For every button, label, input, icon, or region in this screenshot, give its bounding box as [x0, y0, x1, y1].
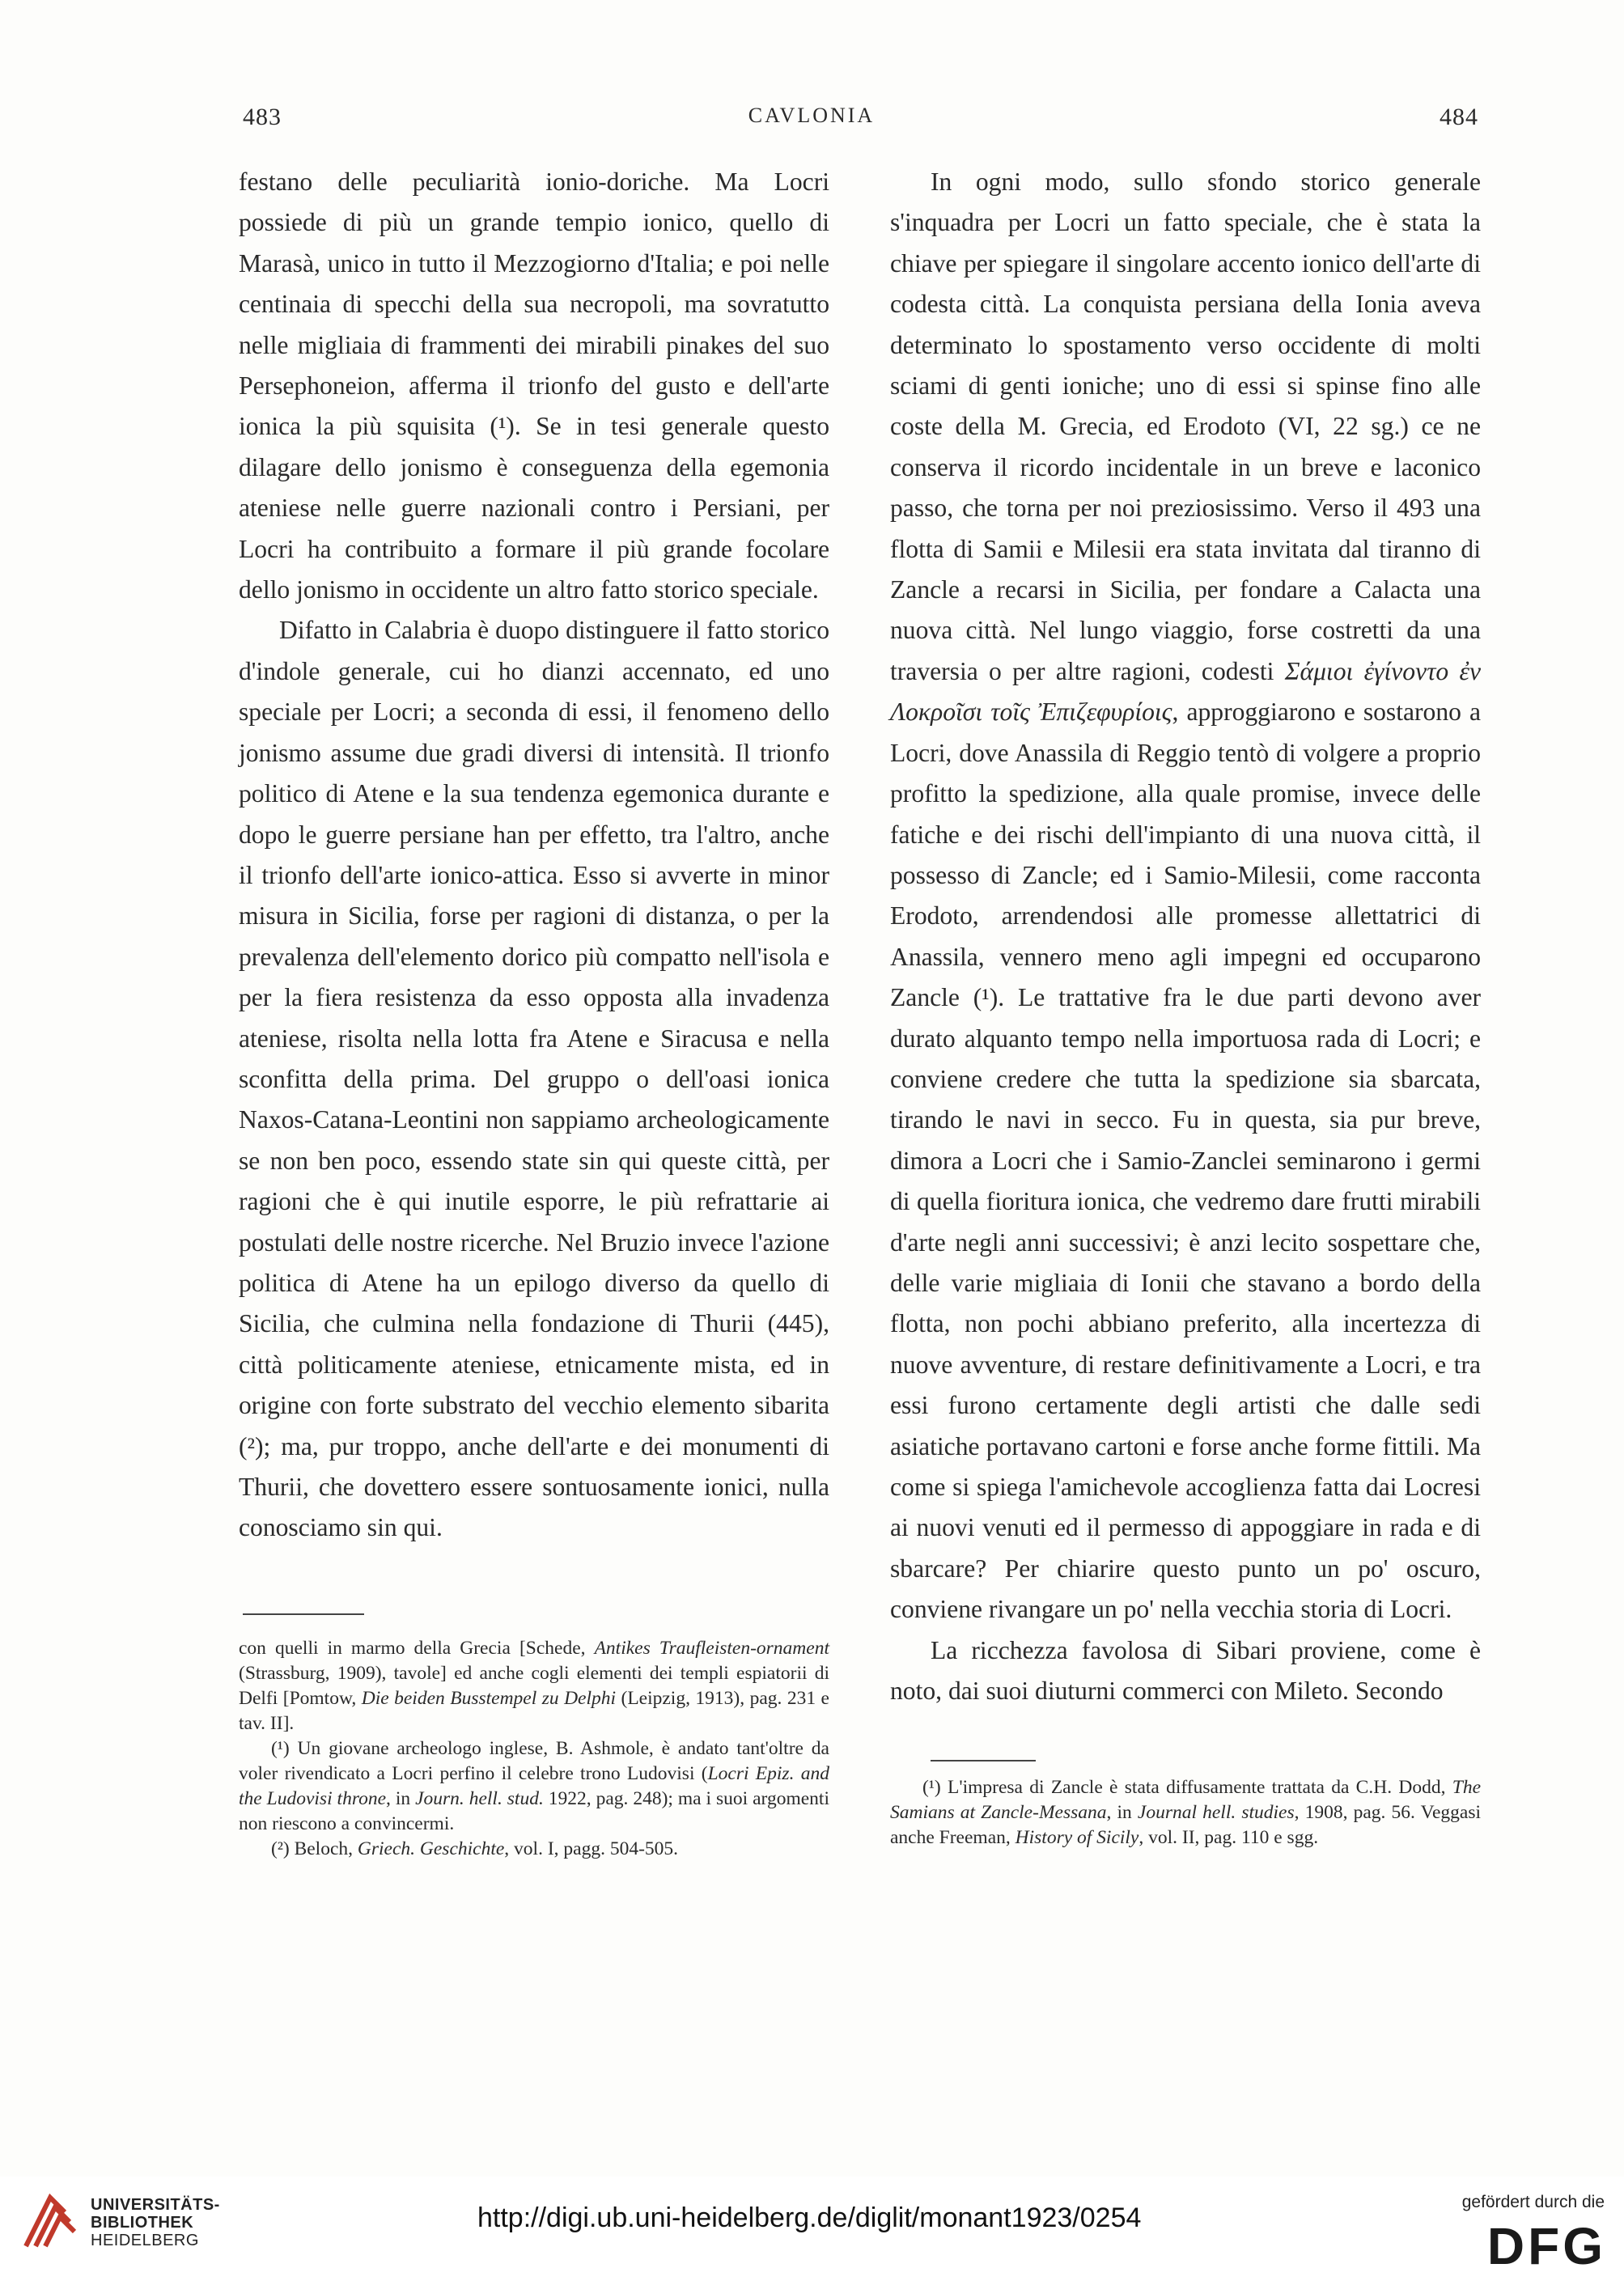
- footnote-1-right: (¹) L'impresa di Zancle è stata diffusamente trattata da C.H. Dodd, The Samians at Zancle-Messana, in Journal hell. studies, 1908, pag. 56. Veggasi anche Freeman, History of Sicily, vol. II, pag. 110 e sgg.: [890, 1777, 1481, 1848]
- left-footnote-separator: [243, 1613, 364, 1615]
- left-paragraph-1: festano delle peculiarità ionio-doriche. Ma Locri possiede di più un grande tempio ionico, quello di Marasà, unico in tutto il Mezzogiorno d'Italia; e poi nelle centinaia di specchi della sua necropoli, ma sovratutto nelle migliaia di frammenti dei mirabili pinakes del suo Persephoneion, afferma il trionfo del gusto e dell'arte ionica la più squisita (¹). Se in tesi generale questo dilagare dello jonismo è conseguenza della egemonia ateniese nelle guerre nazionali contro i Persiani, per Locri ha contribuito a formare il più grande focolare dello jonismo in occidente un altro fatto storico speciale.: [239, 167, 829, 604]
- footnote-1-left: (¹) Un giovane archeologo inglese, B. Ashmole, è andato tant'oltre da voler rivendicato a Locri perfino il celebre trono Ludovisi (Locri Epiz. and the Ludovisi throne, in Journ. hell. stud. 1922, pag. 248); ma i suoi argomenti non riescono a convincermi.: [239, 1738, 829, 1834]
- right-paragraph-1: In ogni modo, sullo sfondo storico generale s'inquadra per Locri un fatto speciale, che è stata la chiave per spiegare il singolare accento ionico dell'arte di codesta città. La conquista persiana della Ionia aveva determinato lo spostamento verso occidente di molti sciami di genti ioniche; uno di essi si spinse fino alle coste della M. Grecia, ed Erodoto (VI, 22 sg.) ce ne conserva il ricordo incidentale in un breve e laconico passo, che torna per noi preziosissimo. Verso il 493 una flotta di Samii e Milesii era stata invitata dal tiranno di Zancle a recarsi in Sicilia, per fondare a Calacta una nuova città. Nel lungo viaggio, forse costretti da una traversia o per altre ragioni, codesti Σάμιοι ἐγίνοντο ἐν Λοκροῖσι τοῖς Ἐπιζεφυρίοις, approggiarono e sostarono a Locri, dove Anassila di Reggio tentò di volgere a proprio profitto la spedizione, alla quale promise, invece delle fatiche e dei rischi dell'impianto di una nuova città, il possesso di Zancle; ed i Samio-Milesii, come racconta Erodoto, arrendendosi alle promesse allettatrici di Anassila, vennero meno agli impegni ed occuparono Zancle (¹). Le trattative fra le due parti devono aver durato alquanto tempo nella importuosa rada di Locri; e conviene credere che tutta la spedizione sia sbarcata, tirando le navi in secco. Fu in questa, sia pur breve, dimora a Locri che i Samio-Zanclei seminarono i germi di quella fioritura ionica, che vedremo dare frutti mirabili d'arte negli anni successivi; è anzi lecito sospettare che, delle varie migliaia di Ionii che stavano a bordo della flotta, non pochi abbiano preferito, alla incertezza di nuove avventure, di restare definitivamente a Locri, e tra essi furono certamente degli artisti che dalle sedi asiatiche portavano cartoni e forse anche forme fittili. Ma come si spiega l'amichevole accoglienza fatta dai Locresi ai nuovi venuti ed il permesso di appoggiare in rada e di sbarcare? Per chiarire questo punto un po' oscuro, conviene rivangare un po' nella vecchia storia di Locri.: [890, 167, 1481, 1624]
- right-paragraph-2: La ricchezza favolosa di Sibari proviene, come è noto, dai suoi diuturni commerci con Mileto. Secondo: [890, 1635, 1481, 1706]
- left-paragraph-2: Difatto in Calabria è duopo distinguere il fatto storico d'indole generale, cui ho dianzi accennato, ed uno speciale per Locri; a seconda di essi, il fenomeno dello jonismo assume due gradi diversi di intensità. Il trionfo politico di Atene e la sua tendenza egemonica durante e dopo le guerre persiane han per effetto, tra l'altro, anche il trionfo dell'arte ionico-attica. Esso si avverte in minor misura in Sicilia, forse per ragioni di distanza, o per la prevalenza dell'elemento dorico più compatto nell'isola e per la fiera resistenza da esso opposta alla invadenza ateniese, risolta nella lotta fra Atene e Siracusa e nella sconfitta della prima. Del gruppo o dell'oasi ionica Naxos-Catana-Leontini non sappiamo archeologicamente se non ben poco, essendo state sin qui queste città, per ragioni che è qui inutile esporre, le più refrattarie ai postulati delle nostre ricerche. Nel Bruzio invece l'azione politica di Atene ha un epilogo diverso da quello di Sicilia, che culmina nella fondazione di Thurii (445), città politicamente ateniese, etnicamente mista, ed in origine con forte substrato del vecchio elemento sibarita (²); ma, pur troppo, anche dell'arte e dei monumenti di Thurii, che dovettero essere sontuosamente ionici, nulla conosciamo sin qui.: [239, 616, 829, 1542]
- page-number-right: 484: [1440, 104, 1478, 130]
- left-footnotes: [239, 1636, 829, 1862]
- dfg-logo: DFG: [1486, 2217, 1606, 2275]
- university-library-logo-icon: [18, 2190, 83, 2254]
- greek-quotation: Σάμιοι ἐγίνοντο ἐν Λοκροῖσι τοῖς Ἐπιζεφυρίοις: [890, 656, 1481, 727]
- document-url-link[interactable]: http://digi.ub.uni-heidelberg.de/diglit/monant1923/0254: [477, 2202, 1142, 2233]
- left-text-column: [239, 162, 829, 1549]
- right-footnote-separator: [931, 1760, 1036, 1761]
- footnote-continuation: con quelli in marmo della Grecia [Schede, Antikes Traufleisten-ornament (Strassburg, 1909), tavole] ed anche cogli elementi dei templi espiatorii di Delfi [Pomtow, Die beiden Busstempel zu Delphi (Leipzig, 1913), pag. 231 e tav. II].: [239, 1638, 829, 1734]
- right-footnotes: [890, 1775, 1481, 1850]
- sponsor-label: gefördert durch die: [1461, 2193, 1605, 2211]
- library-name: UNIVERSITÄTS- BIBLIOTHEK HEIDELBERG: [91, 2196, 220, 2249]
- page-number-left: 483: [243, 104, 282, 130]
- right-text-column: [890, 162, 1481, 1711]
- footnote-2-left: (²) Beloch, Griech. Geschichte, vol. I, pagg. 504-505.: [271, 1838, 679, 1859]
- running-title: CAVLONIA: [748, 104, 876, 127]
